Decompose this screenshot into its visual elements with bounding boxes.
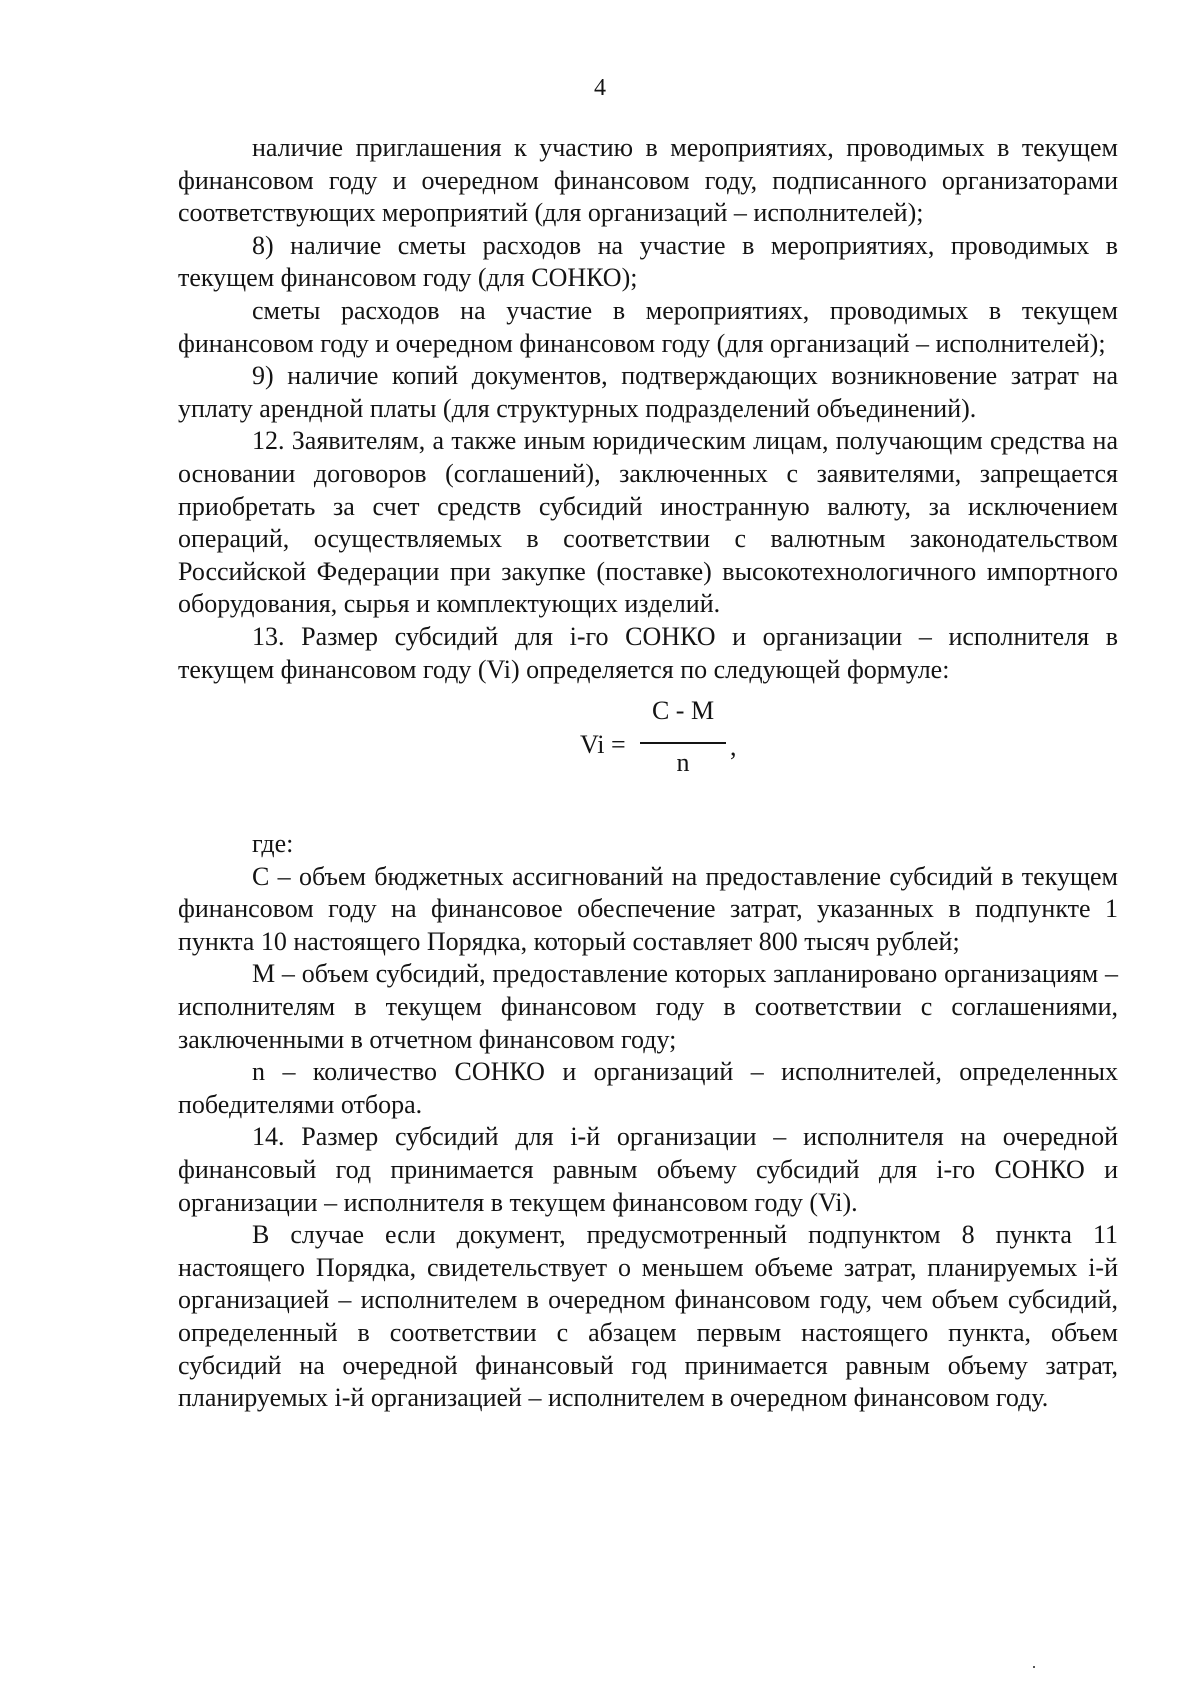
paragraph-estimates: сметы расходов на участие в мероприятиях, проводимых в текущем финансовом году и очередном финансовом году (для организаций – исполнителей); bbox=[178, 295, 1118, 358]
formula-fraction-bar bbox=[640, 742, 726, 744]
formula-trailing: , bbox=[730, 732, 737, 762]
formula-denominator: n bbox=[676, 748, 690, 778]
paragraph-clause-13: 13. Размер субсидий для i-го СОНКО и организации – исполнителя в текущем финансовом году (Vi) определяется по следующей формуле: bbox=[178, 621, 1118, 684]
formula-lhs: Vi = bbox=[580, 730, 626, 760]
page-number: 4 bbox=[594, 75, 606, 101]
definition-c: С – объем бюджетных ассигнований на предоставление субсидий в текущем финансовом году на финансовое обеспечение затрат, указанных в подпункте 1 пункта 10 настоящего Порядка, который составляет 800 тысяч рублей; bbox=[178, 861, 1118, 956]
paragraph-clause-14: 14. Размер субсидий для i-й организации – исполнителя на очередной финансовый год принимается равным объему субсидий для i-го СОНКО и организации – исполнителя в текущем финансовом году (Vi). bbox=[178, 1122, 1118, 1217]
paragraph-lesser-costs: В случае если документ, предусмотренный подпунктом 8 пункта 11 настоящего Порядка, свидетельствует о меньшем объеме затрат, планируемых i-й организацией – исполнителем в очередном финансовом году, чем объем субсидий, определенный в соответствии с абзацем первым настоящего пункта, объем субсидий на очередной финансовый год принимается равным объему затрат, планируемых i-й организацией – исполнителем в очередном финансовом году. bbox=[178, 1220, 1118, 1413]
scan-speck bbox=[1033, 1666, 1035, 1668]
paragraph-item-8: 8) наличие сметы расходов на участие в мероприятиях, проводимых в текущем финансовом году (для СОНКО); bbox=[178, 230, 1118, 293]
definition-m: М – объем субсидий, предоставление которых запланировано организациям – исполнителям в текущем финансовом году в соответствии с соглашениями, заключенными в отчетном финансовом году; bbox=[178, 959, 1118, 1054]
document-body bbox=[178, 132, 1118, 1415]
formula-numerator: C - M bbox=[651, 696, 715, 726]
definition-n: n – количество СОНКО и организаций – исполнителей, определенных победителями отбора. bbox=[178, 1057, 1118, 1119]
paragraph-clause-12: 12. Заявителям, а также иным юридическим лицам, получающим средства на основании договоров (соглашений), заключенных с заявителями, запрещается приобретать за счет средств субсидий иностранную валюту, за исключением операций, осуществляемых в соответствии с валютным законодательством Российской Федерации при закупке (поставке) высокотехнологичного импортного оборудования, сырья и комплектующих изделий. bbox=[178, 426, 1118, 619]
subsidy-formula bbox=[178, 696, 1118, 814]
paragraph-invitation: наличие приглашения к участию в мероприятиях, проводимых в текущем финансовом году и очередном финансовом году, подписанного организаторами соответствующих мероприятий (для организаций – исполнителей); bbox=[178, 133, 1118, 228]
paragraph-item-9: 9) наличие копий документов, подтверждающих возникновение затрат на уплату арендной платы (для структурных подразделений объединений). bbox=[178, 361, 1118, 423]
where-label: где: bbox=[252, 829, 294, 859]
